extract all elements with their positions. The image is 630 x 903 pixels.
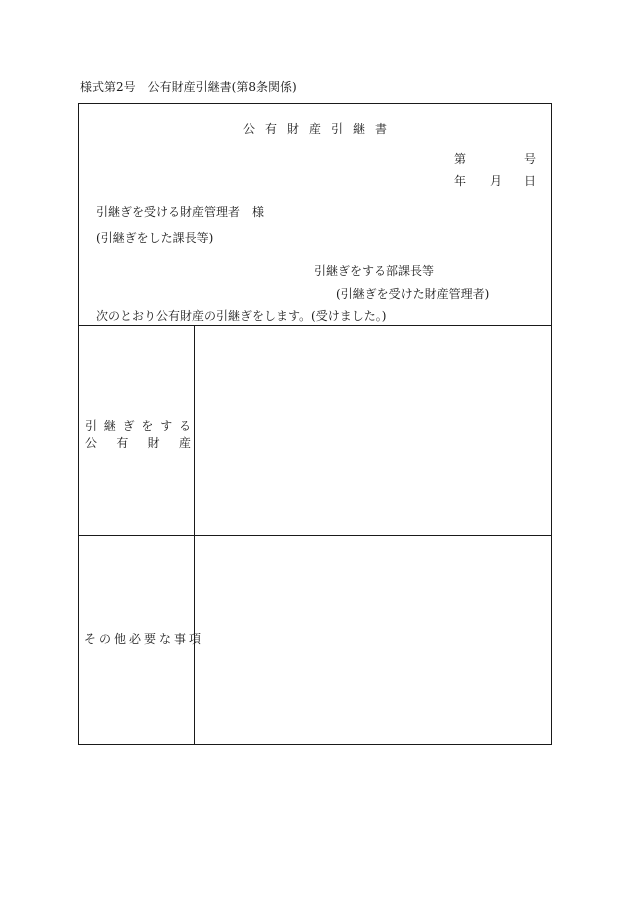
label-char: ぎ: [122, 419, 135, 433]
recipient-alt: (引継ぎをした課長等): [96, 231, 214, 245]
date-day: 日: [524, 174, 537, 188]
recipient-line: 引継ぎを受ける財産管理者 様: [96, 205, 265, 219]
label-char: る: [178, 419, 191, 433]
row-other-matters: [79, 536, 551, 744]
date-year: 年: [454, 174, 467, 188]
other-matters-label: その他必要な事項: [84, 632, 205, 646]
statement: 次のとおり公有財産の引継ぎをします。(受けました。): [96, 309, 387, 323]
transferred-property-field[interactable]: [195, 326, 551, 535]
label-cell-other-matters: [79, 536, 205, 744]
sender-alt: (引継ぎを受けた財産管理者): [336, 287, 490, 301]
row-transferred-property: [79, 326, 551, 536]
date-month: 月: [490, 174, 503, 188]
sender-line: 引継ぎをする部課長等: [314, 264, 435, 278]
label-char: 引: [85, 419, 98, 433]
form-header: [79, 104, 551, 326]
label-line-2: [85, 435, 191, 451]
number-suffix: 号: [524, 152, 537, 166]
form-title: 公有財産引継書: [242, 122, 397, 136]
transfer-form: [78, 103, 552, 745]
label-char: 有: [116, 436, 129, 450]
form-caption: 様式第2号 公有財産引継書(第8条関係): [80, 80, 297, 94]
other-matters-field[interactable]: [195, 536, 551, 744]
label-char: 公: [85, 436, 98, 450]
label-char: 財: [147, 436, 160, 450]
label-line-1: [85, 418, 191, 434]
label-char: 継: [103, 419, 116, 433]
label-char: 産: [178, 436, 191, 450]
label-cell-transferred-property: [79, 326, 195, 535]
label-char: す: [160, 419, 173, 433]
number-prefix: 第: [454, 152, 467, 166]
label-char: を: [141, 419, 154, 433]
